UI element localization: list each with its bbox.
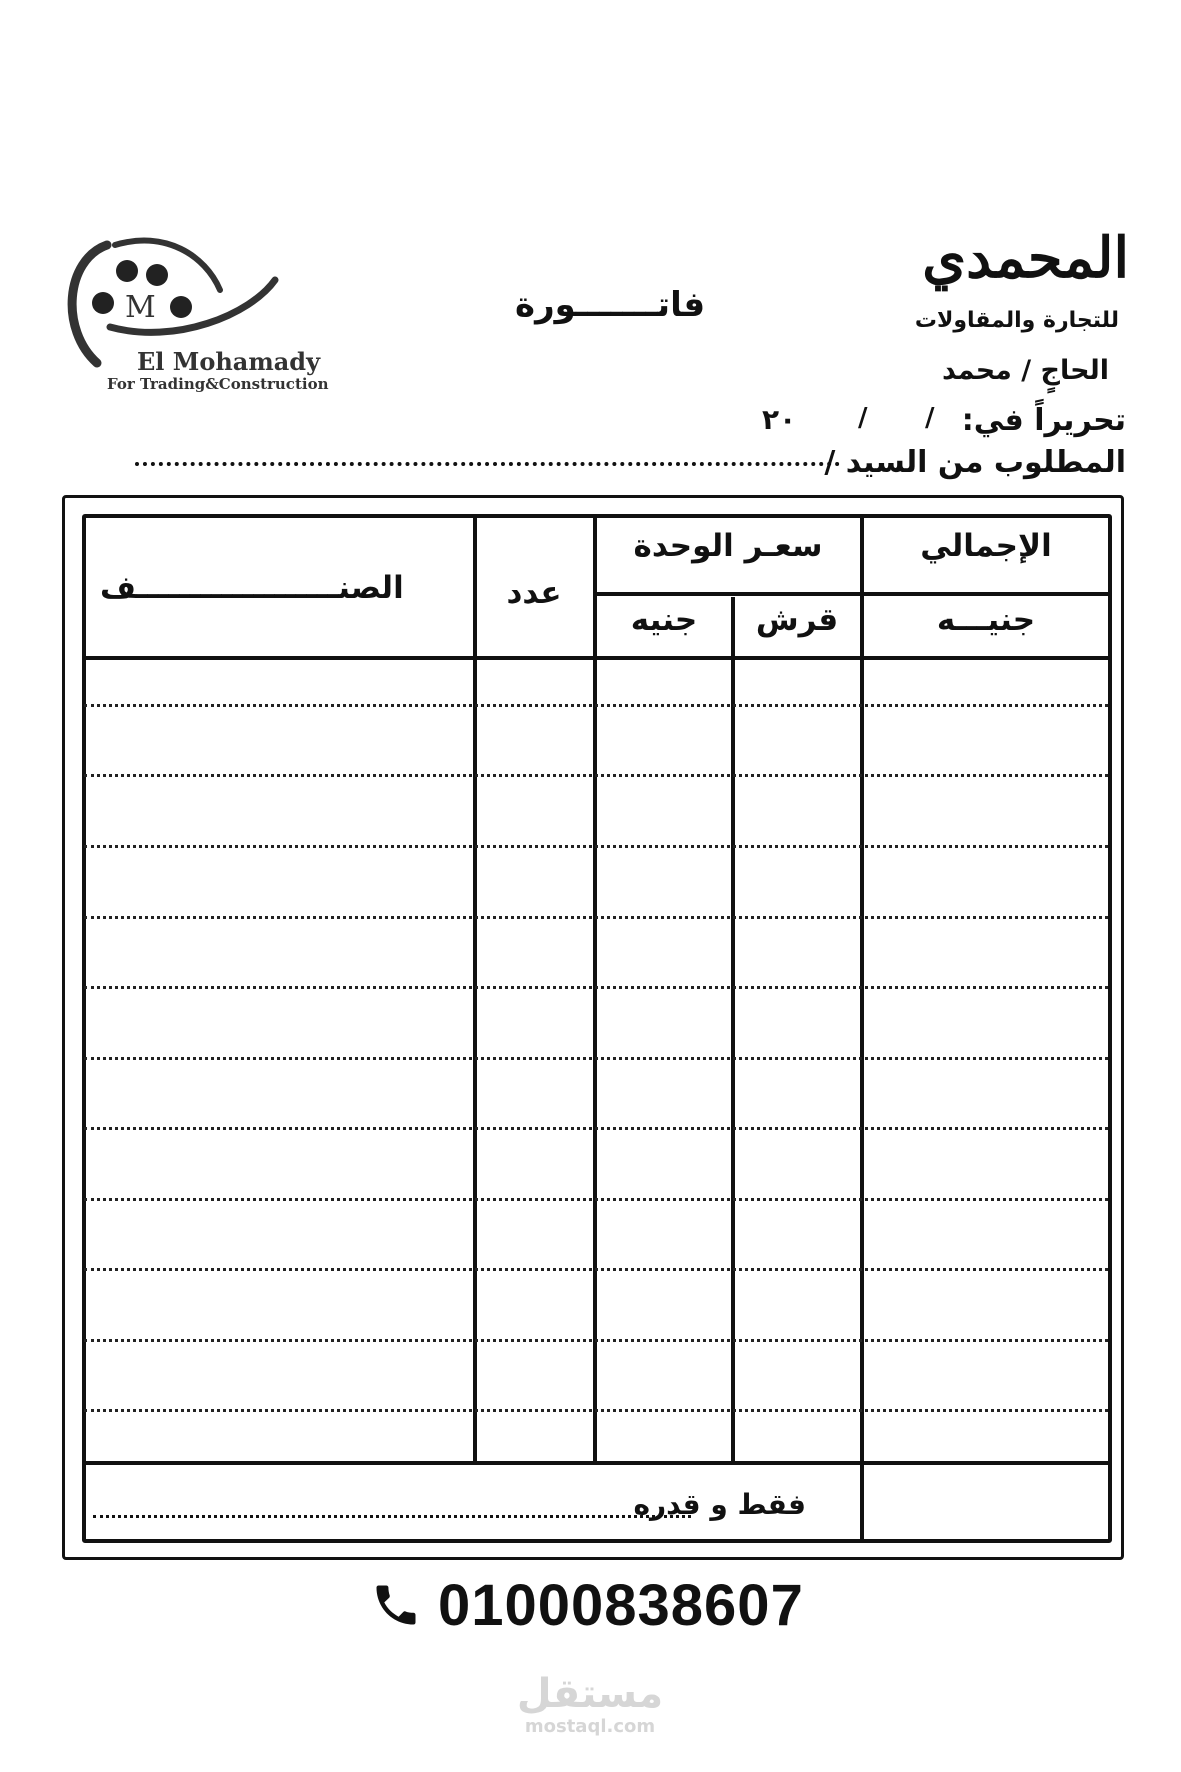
footer-top-line: [84, 1461, 1110, 1465]
date-separator-day: /: [925, 403, 935, 433]
table-row: [84, 986, 1108, 989]
svg-text:M: M: [125, 290, 156, 325]
header-bottom-line: [84, 656, 1110, 660]
header-quantity: عدد: [506, 575, 562, 611]
owner-name: الحاجٍ / محمد: [942, 355, 1109, 386]
table-row: [84, 1198, 1108, 1201]
requested-from-label: المطلوب من السيد /: [824, 445, 1126, 480]
company-logo: [55, 235, 375, 405]
table-row: [84, 1268, 1108, 1271]
header-total-pound: جنيـــه: [936, 602, 1036, 638]
header-subdivider: [596, 592, 1110, 596]
table-row: [84, 1127, 1108, 1130]
header-unit-pound: جنيه: [630, 602, 698, 638]
header-item: الصنـــــــــــــــــــف: [100, 570, 404, 606]
column-divider-unit: [731, 597, 735, 1461]
table-row: [84, 774, 1108, 777]
watermark-latin: mostaql.com: [524, 1716, 656, 1737]
company-name: المحمدي: [922, 225, 1129, 291]
header-unit-piaster: قرش: [755, 602, 839, 638]
date-label: تحريراً في:: [961, 403, 1126, 438]
invoice-table: [82, 514, 1112, 1543]
amount-in-words-line: [93, 1515, 691, 1518]
watermark-arabic: مستقل: [516, 1671, 664, 1717]
phone-icon: [370, 1577, 422, 1633]
table-row: [84, 704, 1108, 707]
table-row: [84, 1339, 1108, 1342]
date-year: ٢٠: [762, 403, 797, 436]
amount-in-words-label: فقط و قدره: [633, 1488, 806, 1521]
requested-from-line: [135, 462, 840, 466]
logo-subtitle: For Trading&Construction: [107, 375, 329, 393]
table-row: [84, 1409, 1108, 1412]
table-row: [84, 845, 1108, 848]
contact-phone: [370, 1570, 804, 1640]
company-tagline: للتجارة والمقاولات: [914, 308, 1119, 333]
invoice-title: فاتـــــــورة: [515, 285, 706, 325]
phone-number: 01000838607: [438, 1572, 804, 1638]
watermark: [500, 1672, 680, 1737]
table-row: [84, 1057, 1108, 1060]
header-total: الإجمالي: [920, 528, 1052, 564]
header-unit-price: سعـر الوحدة: [633, 528, 823, 564]
column-divider-total: [860, 516, 864, 1541]
logo-name: El Mohamady: [137, 347, 321, 376]
date-separator-month: /: [858, 403, 868, 433]
table-row: [84, 916, 1108, 919]
